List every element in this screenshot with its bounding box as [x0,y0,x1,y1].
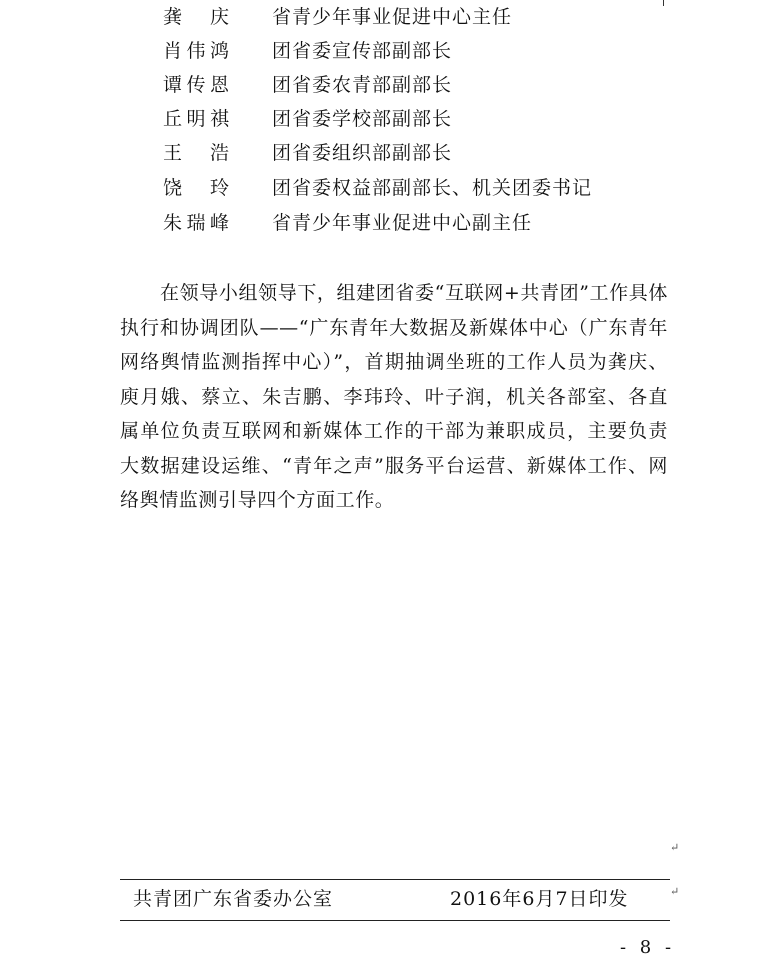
member-title: 团省委宣传部副部长 [272,40,453,62]
member-name: 龚庆 [163,6,229,28]
member-row [0,68,771,102]
footer-date: 2016年6月7日印发 [450,888,629,910]
paragraph-return-mark: ↵ [670,885,680,898]
member-row [0,0,771,34]
member-row [0,102,771,136]
member-name: 谭传恩 [163,74,229,96]
member-name: 肖伟鸿 [163,40,229,62]
footer-issuer: 共青团广东省委办公室 [133,888,334,910]
member-row [0,34,771,68]
footer-bottom-rule [120,920,670,921]
member-row [0,206,771,240]
footer-top-rule [120,879,670,880]
member-name: 王浩 [163,142,229,164]
member-title: 省青少年事业促进中心副主任 [272,212,533,234]
member-name: 饶玲 [163,177,229,199]
member-title: 团省委农青部副部长 [272,74,453,96]
paragraph-return-mark: ↵ [670,841,680,854]
member-title: 省青少年事业促进中心主任 [272,6,513,28]
member-name: 朱瑞峰 [163,212,229,234]
member-row [0,171,771,205]
member-title: 团省委权益部副部长、机关团委书记 [272,177,593,199]
member-row [0,136,771,170]
page-number: - 8 - [620,937,676,958]
member-title: 团省委组织部副部长 [272,142,453,164]
member-name: 丘明祺 [163,108,229,130]
body-paragraph: 在领导小组领导下，组建团省委“互联网+共青团”工作具体执行和协调团队——“广东青年大数据及新媒体中心（广东青年网络舆情监测指挥中心）”，首期抽调坐班的工作人员为龚庆、庾月娥、蔡立、朱吉鹏、李玮玲、叶子润，机关各部室、各直属单位负责互联网和新媒体工作的干部为兼职成员，主要负责大数据建设运维、“青年之声”服务平台运营、新媒体工作、网络舆情监测引导四个方面工作。 [120,282,668,511]
member-title: 团省委学校部副部长 [272,108,453,130]
